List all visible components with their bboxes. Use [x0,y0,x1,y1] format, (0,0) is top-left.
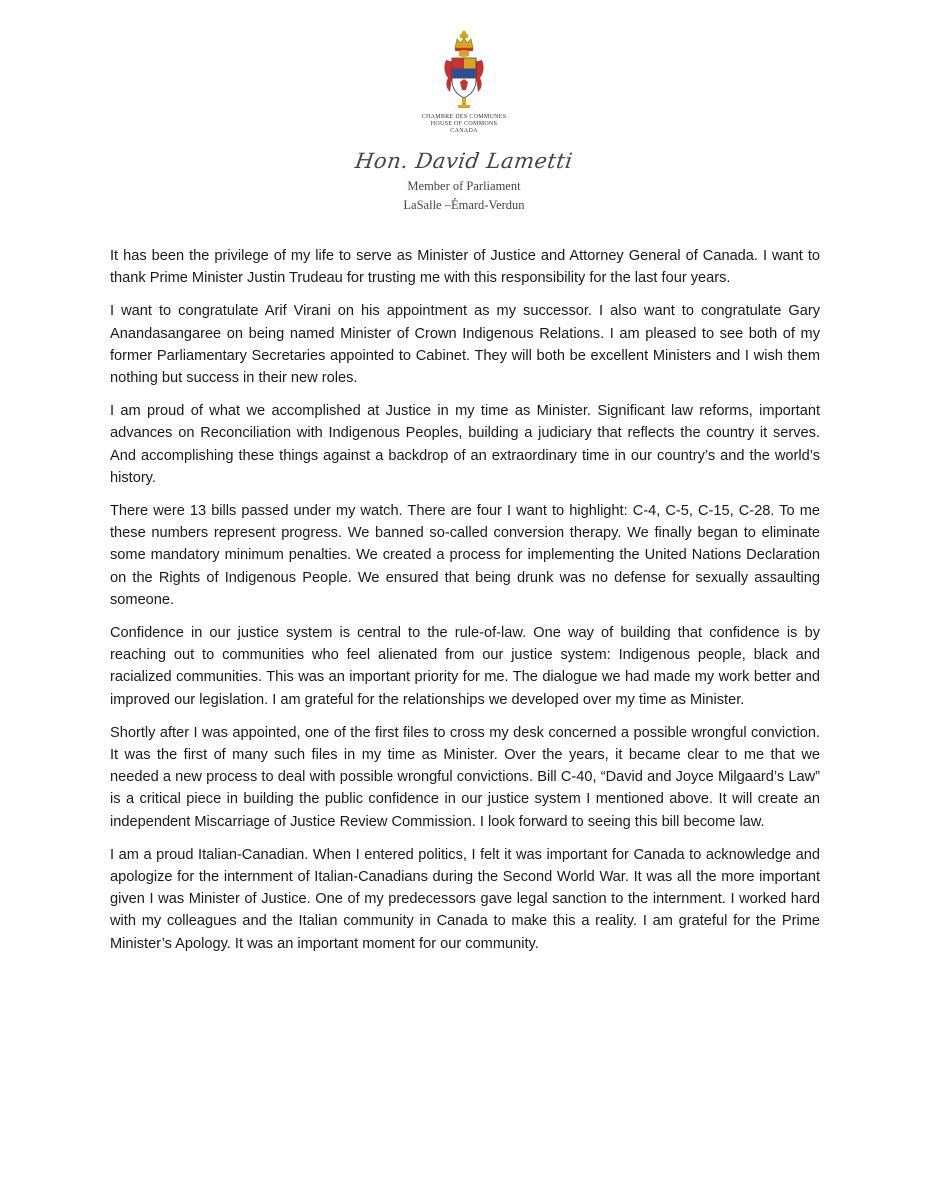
letter-paragraph: Shortly after I was appointed, one of the first files to cross my desk concerned a possible wrongful conviction. It was the first of many such files in my time as Minister. Over the years, it became clear to me that we needed a new process to deal with possible wrongful convictions. Bill C-40, “David and Joyce Milgaard’s Law” is a critical piece in building the public confidence in our justice system I mentioned above. It will create an independent Miscarriage of Justice Review Commission. I look forward to seeing this bill become law. [110,724,820,830]
member-role: Member of Parliament [407,179,521,193]
letter-paragraph: It has been the privilege of my life to serve as Minister of Justice and Attorney General of Canada. I want to thank Prime Minister Justin Trudeau for trusting me with this responsibility for the last four years. [110,248,820,287]
chamber-title-block [0,114,928,135]
member-riding: LaSalle –Émard-Verdun [403,198,525,212]
chamber-title-fr: CHAMBRE DES COMMUNES [421,114,507,120]
letter-paragraph: Confidence in our justice system is central to the rule-of-law. One way of building that confidence is by reaching out to communities who feel alienated from our justice system: Indigenous people, black and racialized communities. This was an important priority for me. The dialogue we had made my work better and improved our legislation. I am grateful for the relationships we developed over my time as Minister. [110,625,820,708]
letter-paragraph: I want to congratulate Arif Virani on his appointment as my successor. I also want to congratulate Gary Anandasangaree on being named Minister of Crown Indigenous Relations. I am pleased to see both of my former Parliamentary Secretaries appointed to Cabinet. They will both be excellent Ministers and I wish them nothing but success in their new roles. [110,303,820,387]
member-name: Hon. David Lametti [353,149,575,173]
letter-paragraph: There were 13 bills passed under my watch. There are four I want to highlight: C-4, C-5, C-15, C-28. To me these numbers represent progress. We banned so-called conversion therapy. We finally began to eliminate some mandatory minimum penalties. We created a process for implementing the United Nations Declaration on the Rights of Indigenous People. We ensured that being drunk was no defense for sexually assaulting someone. [110,503,820,608]
chamber-title-en: HOUSE OF COMMONS [430,121,498,127]
letter-paragraph: I am a proud Italian-Canadian. When I entered politics, I felt it was important for Canada to acknowledge and apologize for the internment of Italian-Canadians during the Second World War. It was all the more important given I was Minister of Justice. One of my predecessors gave legal sanction to the internment. I worked hard with my colleagues and the Italian community in Canada to make this a reality. I am grateful for the Prime Minister’s Apology. It was an important moment for our community. [110,846,820,952]
letter-paragraph: I am proud of what we accomplished at Justice in my time as Minister. Significant law reforms, important advances on Reconciliation with Indigenous Peoples, building a judiciary that reflects the country it serves. And accomplishing these things against a backdrop of an extraordinary time in our country’s and the world’s history. [110,403,820,486]
letterhead [0,30,928,213]
house-of-commons-crest-icon [438,30,490,110]
chamber-country: CANADA [450,128,478,134]
letter-body [110,245,820,966]
